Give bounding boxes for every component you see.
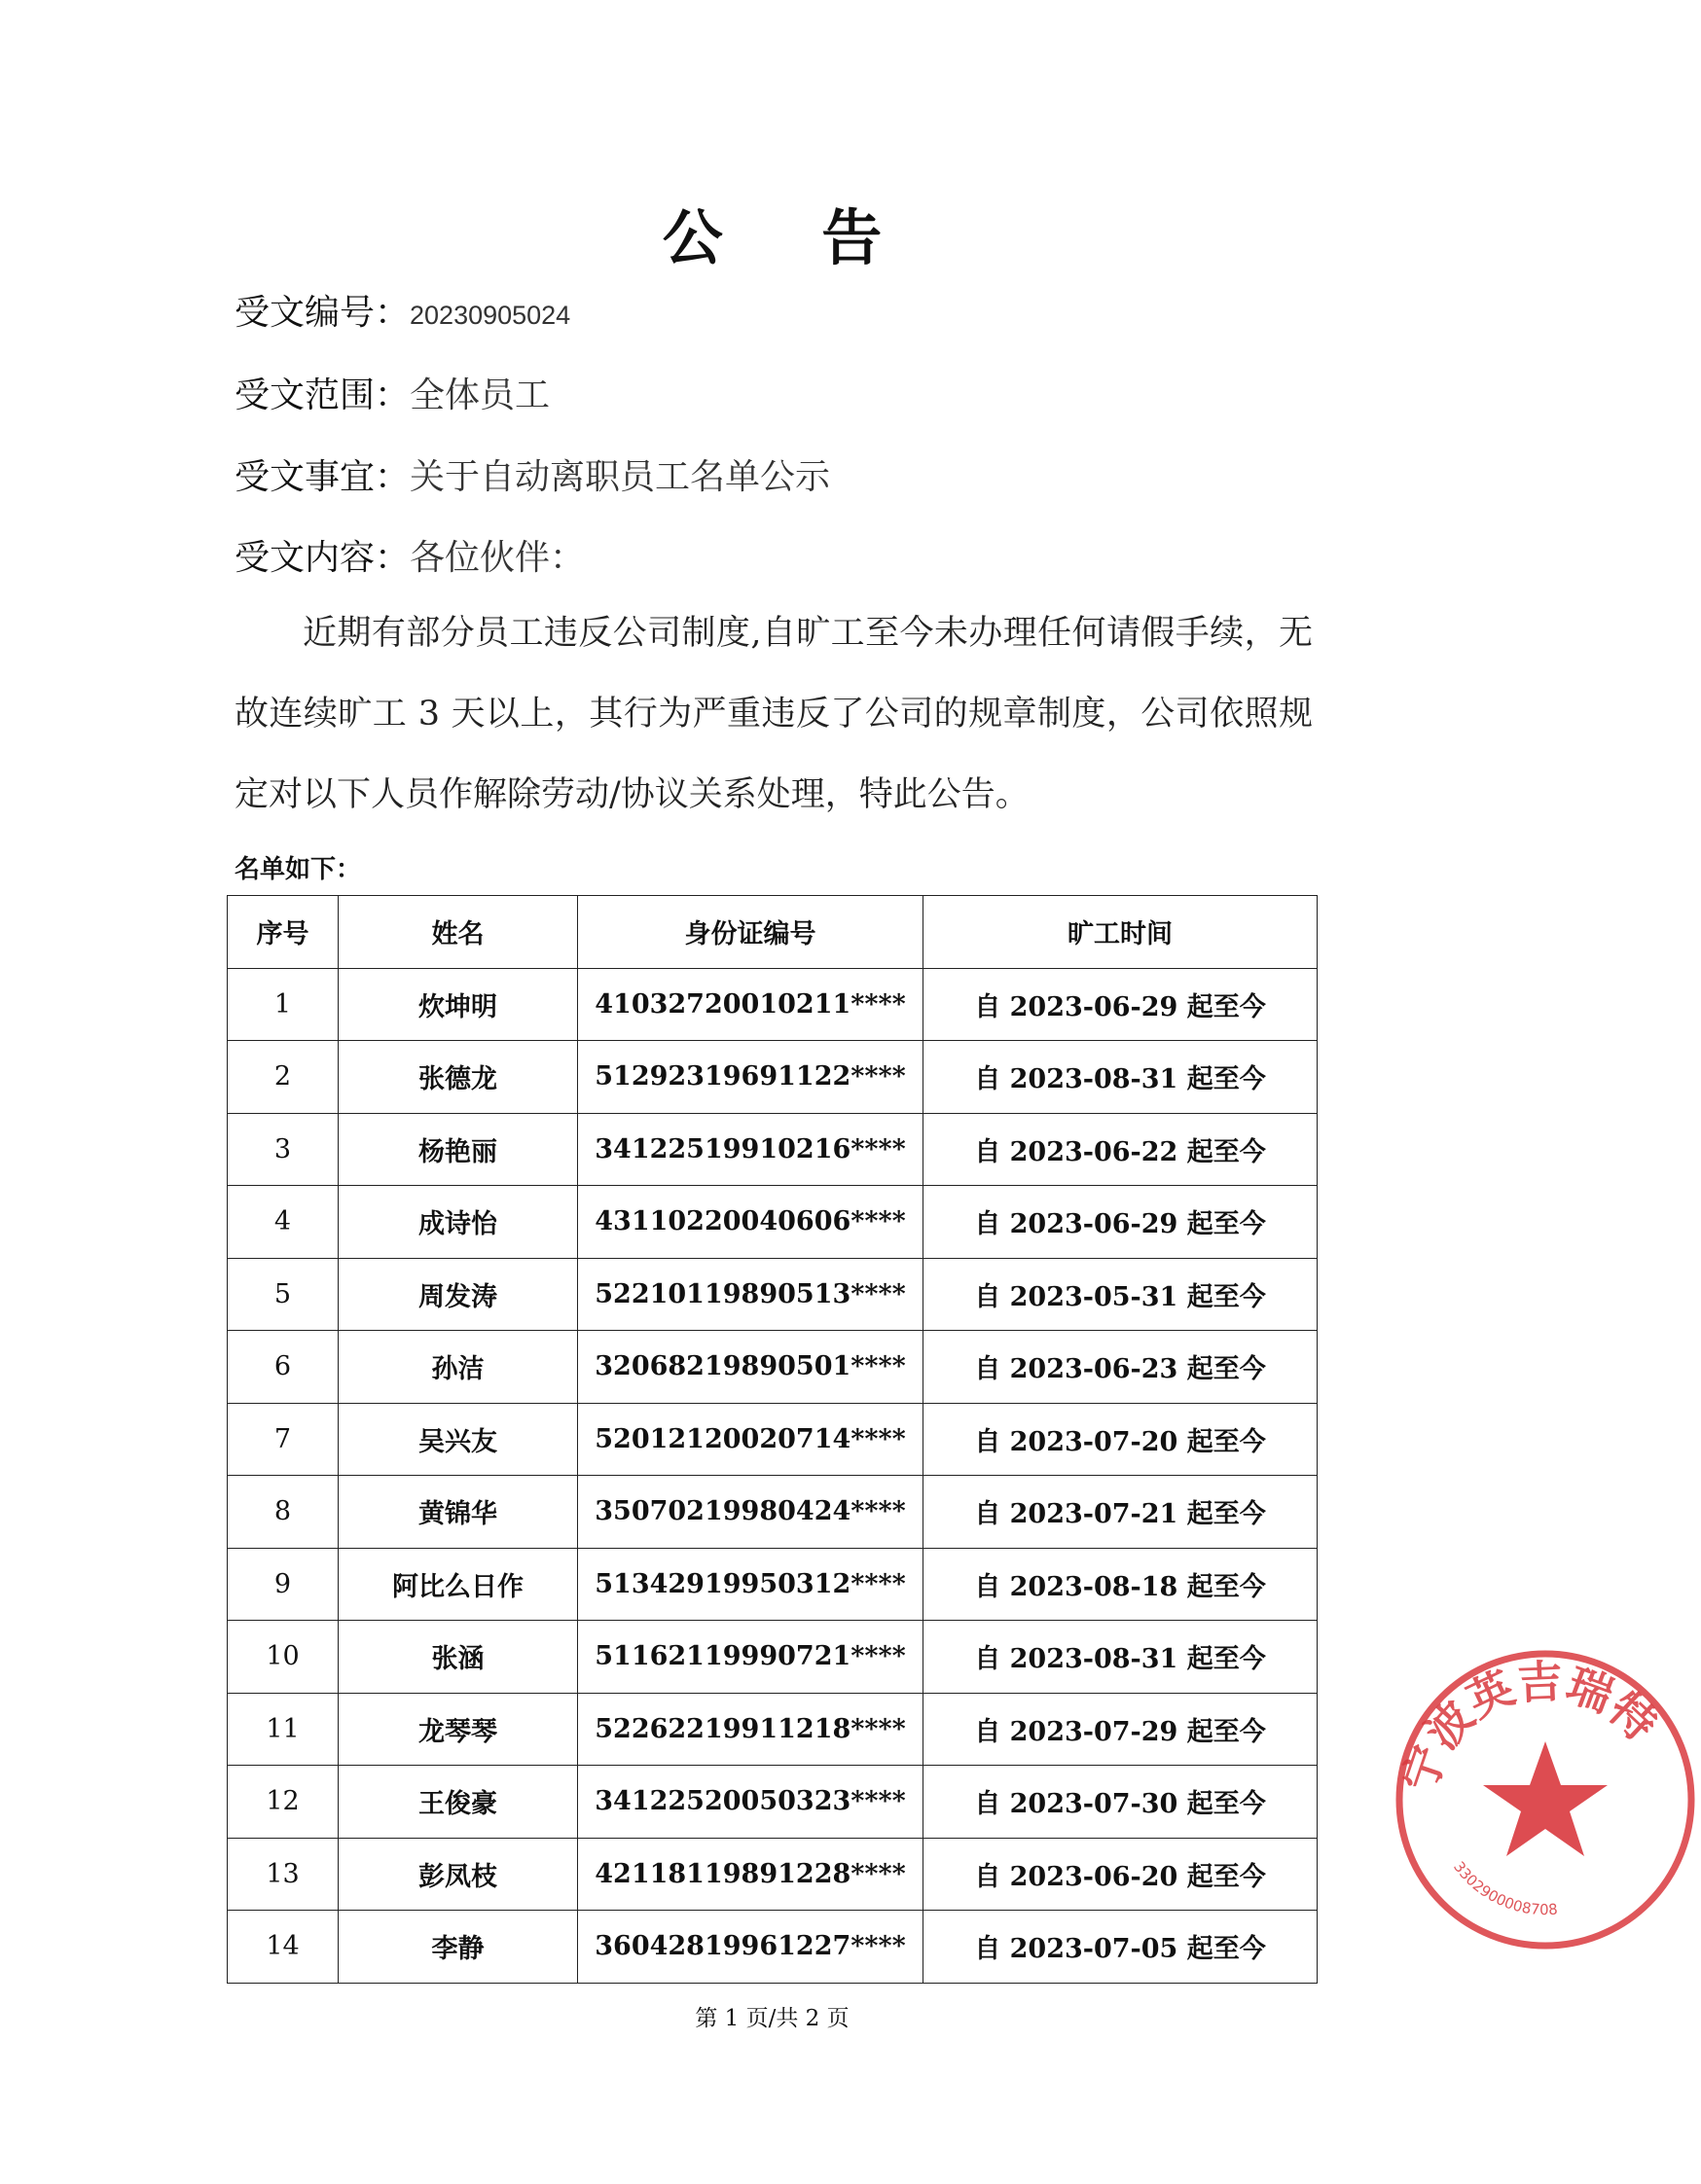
cell-id: 32068219890501****	[578, 1331, 923, 1404]
cell-time: 自 2023-06-22 起至今	[923, 1113, 1318, 1186]
cell-id: 36042819961227****	[578, 1911, 923, 1984]
header-name: 姓名	[339, 896, 578, 969]
cell-name: 张德龙	[339, 1041, 578, 1114]
table-row	[228, 1621, 1318, 1694]
table-row	[228, 1403, 1318, 1476]
page-footer: 第 1 页/共 2 页	[695, 2006, 850, 2031]
table-header-row	[228, 896, 1318, 969]
company-seal	[1390, 1644, 1668, 1955]
cell-id: 34122520050323****	[578, 1766, 923, 1839]
content-field	[235, 530, 585, 580]
cell-id: 42118119891228****	[578, 1838, 923, 1911]
cell-id: 52210119890513****	[578, 1258, 923, 1331]
cell-index: 8	[228, 1476, 339, 1549]
cell-index: 5	[228, 1258, 339, 1331]
cell-name: 炊坤明	[339, 968, 578, 1041]
header-index: 序号	[228, 896, 339, 969]
cell-id: 51292319691122****	[578, 1041, 923, 1114]
cell-id: 52012120020714****	[578, 1403, 923, 1476]
cell-name: 彭凤枝	[339, 1838, 578, 1911]
cell-name: 李静	[339, 1911, 578, 1984]
table-row	[228, 1693, 1318, 1766]
seal-star-icon	[1483, 1741, 1608, 1856]
cell-time: 自 2023-05-31 起至今	[923, 1258, 1318, 1331]
cell-name: 张涵	[339, 1621, 578, 1694]
cell-time: 自 2023-08-31 起至今	[923, 1041, 1318, 1114]
matter-label: 受文事宜：	[235, 457, 411, 497]
table-row	[228, 1186, 1318, 1259]
table-row	[228, 1838, 1318, 1911]
list-caption: 名单如下：	[235, 855, 362, 884]
seal-stamp-icon	[1390, 1644, 1701, 1955]
table-row	[228, 1766, 1318, 1839]
seal-code: 3302900008708	[1450, 1858, 1559, 1919]
dismissal-table	[227, 895, 1318, 1984]
doc-number-field	[235, 285, 570, 335]
cell-index: 2	[228, 1041, 339, 1114]
cell-index: 13	[228, 1838, 339, 1911]
cell-id: 34122519910216****	[578, 1113, 923, 1186]
cell-time: 自 2023-06-20 起至今	[923, 1838, 1318, 1911]
table-row	[228, 1041, 1318, 1114]
cell-time: 自 2023-07-30 起至今	[923, 1766, 1318, 1839]
cell-index: 11	[228, 1693, 339, 1766]
cell-index: 4	[228, 1186, 339, 1259]
cell-name: 黄锦华	[339, 1476, 578, 1549]
doc-number-label: 受文编号：	[235, 293, 411, 333]
header-time: 旷工时间	[923, 896, 1318, 969]
cell-name: 王俊豪	[339, 1766, 578, 1839]
cell-id: 51162119990721****	[578, 1621, 923, 1694]
table-row	[228, 1476, 1318, 1549]
table-row	[228, 1331, 1318, 1404]
cell-index: 7	[228, 1403, 339, 1476]
cell-time: 自 2023-06-29 起至今	[923, 1186, 1318, 1259]
cell-name: 龙琴琴	[339, 1693, 578, 1766]
cell-time: 自 2023-06-29 起至今	[923, 968, 1318, 1041]
cell-name: 杨艳丽	[339, 1113, 578, 1186]
page-title: 公 告	[662, 202, 922, 273]
notice-paragraph: 近期有部分员工违反公司制度,自旷工至今未办理任何请假手续，无故连续旷工 3 天以上，其行为严重违反了公司的规章制度，公司依照规定对以下人员作解除劳动/协议关系处理，特此公告。	[235, 614, 1313, 814]
scope-label: 受文范围：	[235, 376, 411, 415]
cell-time: 自 2023-07-05 起至今	[923, 1911, 1318, 1984]
seal-text: 宁波英吉瑞特	[1392, 1655, 1668, 1799]
scope-value: 全体员工	[410, 376, 551, 415]
cell-name: 阿比么日作	[339, 1548, 578, 1621]
cell-index: 3	[228, 1113, 339, 1186]
cell-index: 12	[228, 1766, 339, 1839]
cell-id: 52262219911218****	[578, 1693, 923, 1766]
cell-index: 9	[228, 1548, 339, 1621]
content-label: 受文内容：	[235, 538, 411, 578]
cell-time: 自 2023-07-21 起至今	[923, 1476, 1318, 1549]
cell-index: 1	[228, 968, 339, 1041]
cell-index: 14	[228, 1911, 339, 1984]
cell-id: 51342919950312****	[578, 1548, 923, 1621]
cell-time: 自 2023-06-23 起至今	[923, 1331, 1318, 1404]
cell-id: 41032720010211****	[578, 968, 923, 1041]
cell-name: 成诗怡	[339, 1186, 578, 1259]
doc-number-value: 20230905024	[410, 301, 571, 330]
table-row	[228, 968, 1318, 1041]
cell-name: 孙洁	[339, 1331, 578, 1404]
cell-time: 自 2023-07-20 起至今	[923, 1403, 1318, 1476]
content-value: 各位伙伴：	[410, 538, 586, 578]
cell-id: 35070219980424****	[578, 1476, 923, 1549]
header-id: 身份证编号	[578, 896, 923, 969]
matter-value: 关于自动离职员工名单公示	[410, 457, 831, 497]
cell-time: 自 2023-08-31 起至今	[923, 1621, 1318, 1694]
table-row	[228, 1548, 1318, 1621]
table-row	[228, 1113, 1318, 1186]
cell-time: 自 2023-08-18 起至今	[923, 1548, 1318, 1621]
cell-index: 6	[228, 1331, 339, 1404]
cell-index: 10	[228, 1621, 339, 1694]
cell-name: 吴兴友	[339, 1403, 578, 1476]
matter-field	[235, 449, 830, 499]
cell-time: 自 2023-07-29 起至今	[923, 1693, 1318, 1766]
cell-id: 43110220040606****	[578, 1186, 923, 1259]
cell-name: 周发涛	[339, 1258, 578, 1331]
table-row	[228, 1258, 1318, 1331]
scope-field	[235, 368, 550, 417]
table-row	[228, 1911, 1318, 1984]
